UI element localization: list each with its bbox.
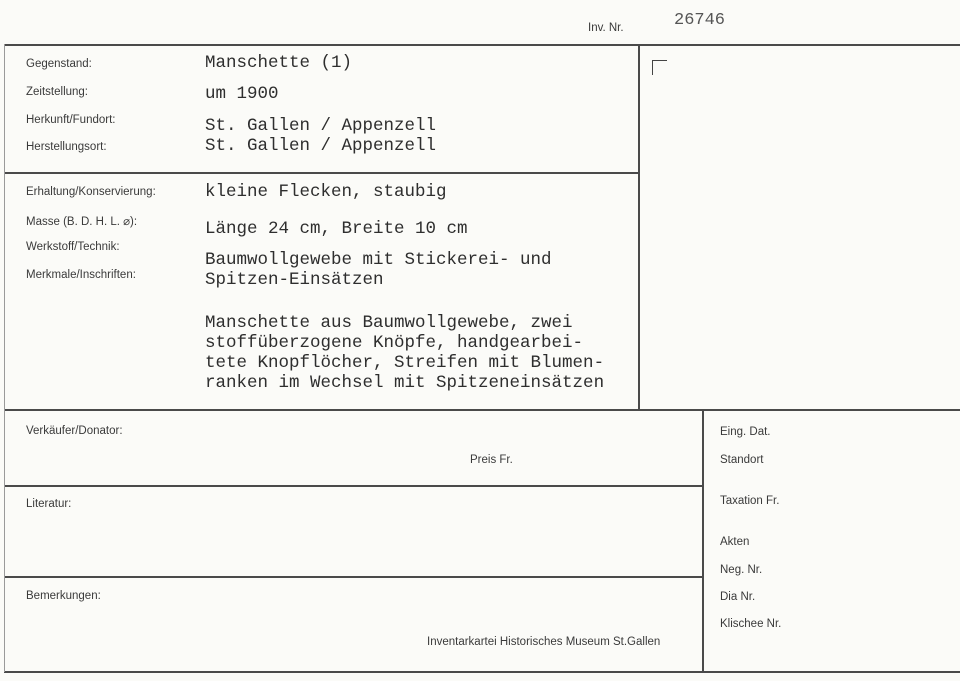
value-herkunft: St. Gallen / Appenzell xyxy=(205,116,437,136)
corner-mark-icon xyxy=(652,60,667,75)
divider-literatur xyxy=(4,576,702,578)
value-merkmale-line: stoffüberzogene Knöpfe, handgearbei- xyxy=(205,333,584,353)
value-werkstoff-line: Spitzen-Einsätzen xyxy=(205,270,384,290)
label-preis: Preis Fr. xyxy=(470,454,513,466)
label-merkmale: Merkmale/Inschriften: xyxy=(26,269,136,281)
divider-object xyxy=(4,172,638,174)
value-merkmale-line: ranken im Wechsel mit Spitzeneinsätzen xyxy=(205,373,605,393)
value-zeitstellung: um 1900 xyxy=(205,84,279,104)
vertical-lower xyxy=(702,409,704,672)
value-gegenstand: Manschette (1) xyxy=(205,53,353,73)
label-eing-dat: Eing. Dat. xyxy=(720,426,771,438)
label-standort: Standort xyxy=(720,454,764,466)
label-herkunft: Herkunft/Fundort: xyxy=(26,114,116,126)
value-merkmale-line: Manschette aus Baumwollgewebe, zwei xyxy=(205,313,573,333)
label-literatur: Literatur: xyxy=(26,498,72,510)
value-masse: Länge 24 cm, Breite 10 cm xyxy=(205,219,468,239)
vertical-upper xyxy=(638,44,640,410)
label-verkaeufer: Verkäufer/Donator: xyxy=(26,425,123,437)
label-klischee-nr: Klischee Nr. xyxy=(720,618,782,630)
label-dia-nr: Dia Nr. xyxy=(720,591,756,603)
left-border xyxy=(4,44,5,672)
footer-museum: Inventarkartei Historisches Museum St.Gallen xyxy=(427,636,661,648)
label-erhaltung: Erhaltung/Konservierung: xyxy=(26,186,156,198)
value-werkstoff-line: Baumwollgewebe mit Stickerei- und xyxy=(205,250,552,270)
label-werkstoff: Werkstoff/Technik: xyxy=(26,241,120,253)
label-neg-nr: Neg. Nr. xyxy=(720,564,763,576)
label-taxation: Taxation Fr. xyxy=(720,495,780,507)
label-herstellungsort: Herstellungsort: xyxy=(26,141,107,153)
inv-number: 26746 xyxy=(674,11,726,30)
label-zeitstellung: Zeitstellung: xyxy=(26,86,89,98)
label-masse: Masse (B. D. H. L. ⌀): xyxy=(26,216,138,228)
value-erhaltung: kleine Flecken, staubig xyxy=(205,182,447,202)
value-merkmale-line: tete Knopflöcher, Streifen mit Blumen- xyxy=(205,353,605,373)
label-akten: Akten xyxy=(720,536,750,548)
value-herstellungsort: St. Gallen / Appenzell xyxy=(205,136,437,156)
label-bemerkungen: Bemerkungen: xyxy=(26,590,101,602)
divider-details xyxy=(4,409,960,411)
divider-verkaeufer xyxy=(4,485,702,487)
divider-bottom xyxy=(4,671,960,673)
divider-header xyxy=(4,44,960,46)
inv-label: Inv. Nr. xyxy=(588,22,624,34)
label-gegenstand: Gegenstand: xyxy=(26,58,92,70)
